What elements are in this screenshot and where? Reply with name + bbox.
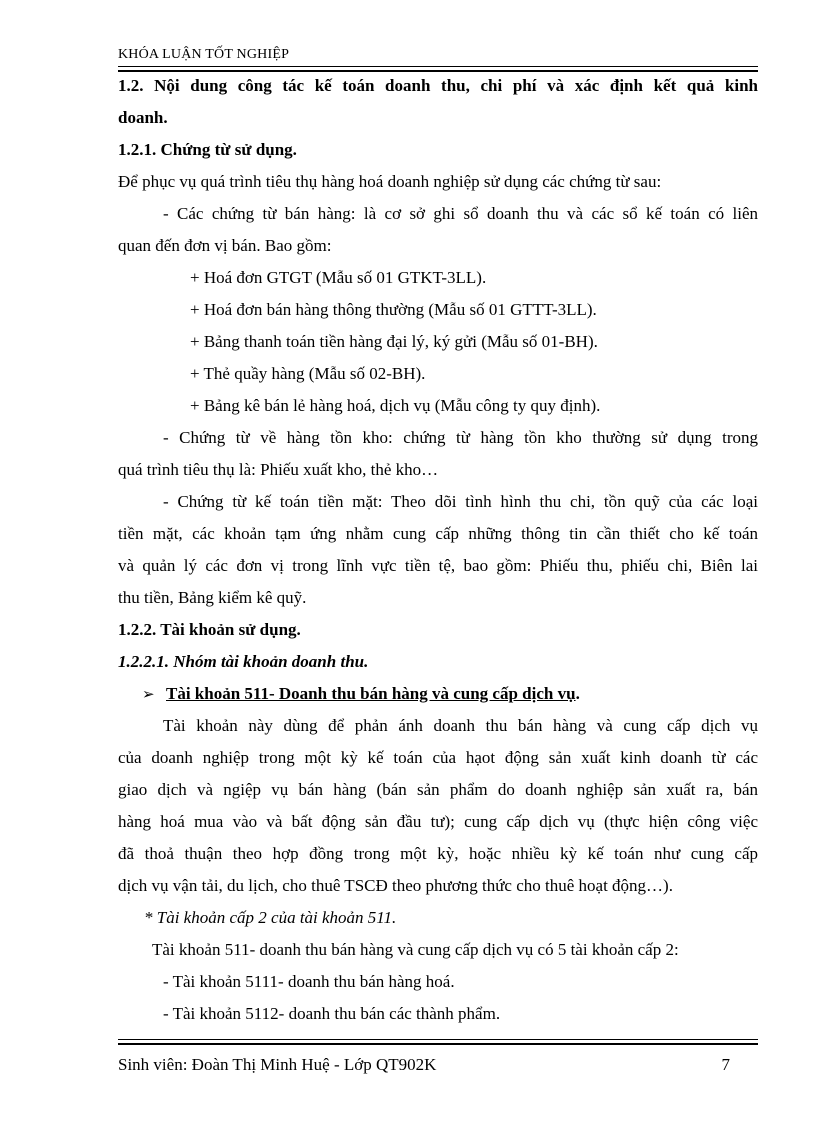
- account-511-paragraph-cont: dịch vụ vận tải, du lịch, cho thuê TSCĐ theo phương thức cho thuê hoạt động…).: [118, 876, 673, 895]
- inventory-paragraph-cont: quá trình tiêu thụ là: Phiếu xuất kho, thẻ kho…: [118, 460, 439, 479]
- footer-rule-thin: [118, 1039, 758, 1040]
- footer-rule-thick: [118, 1043, 758, 1045]
- list-item: - Tài khoản 5111- doanh thu bán hàng hoá.: [163, 972, 455, 991]
- level2-intro: Tài khoản 511- doanh thu bán hàng và cung cấp dịch vụ có 5 tài khoản cấp 2:: [152, 940, 679, 959]
- subsection-heading-1-2-2: 1.2.2. Tài khoản sử dụng.: [118, 620, 301, 639]
- list-item: - Tài khoản 5112- doanh thu bán các thành phẩm.: [163, 1004, 501, 1023]
- level2-note: * Tài khoản cấp 2 của tài khoản 511.: [144, 908, 397, 927]
- document-page: [118, 0, 758, 1123]
- section-heading-cont: doanh.: [118, 108, 168, 127]
- list-item: + Bảng kê bán lẻ hàng hoá, dịch vụ (Mẫu công ty quy định).: [190, 396, 601, 415]
- subsection-heading-1-2-2-1: 1.2.2.1. Nhóm tài khoản doanh thu.: [118, 652, 369, 671]
- list-item: + Hoá đơn bán hàng thông thường (Mẫu số 01 GTTT-3LL).: [190, 300, 597, 319]
- sales-docs-paragraph-cont: quan đến đơn vị bán. Bao gồm:: [118, 236, 332, 255]
- cash-paragraph-cont: tiền mặt, các khoản tạm ứng nhằm cung cấp những thông tin cần thiết cho kế toán: [118, 524, 758, 543]
- list-item: + Thẻ quầy hàng (Mẫu số 02-BH).: [190, 364, 426, 383]
- list-item: + Hoá đơn GTGT (Mẫu số 01 GTKT-3LL).: [190, 268, 487, 287]
- account-511-heading: [118, 678, 758, 710]
- cash-paragraph: - Chứng từ kế toán tiền mặt: Theo dõi tình hình thu chi, tồn quỹ của các loại: [163, 492, 758, 511]
- account-511-paragraph-cont: của doanh nghiệp trong một kỳ kế toán của hạot động sản xuất kinh doanh từ các: [118, 748, 758, 767]
- account-511-title: Tài khoản 511- Doanh thu bán hàng và cung cấp dịch vụ: [166, 684, 576, 703]
- section-heading: 1.2. Nội dung công tác kế toán doanh thu, chi phí và xác định kết quả kinh: [118, 76, 758, 95]
- account-511-paragraph-cont: hàng hoá mua vào và bất động sản đầu tư); cung cấp dịch vụ (thực hiện công việc: [118, 812, 758, 831]
- arrow-bullet-icon: ➢: [142, 687, 155, 703]
- header-rule-thin: [118, 66, 758, 67]
- account-511-paragraph-cont: giao dịch và ngiệp vụ bán hàng (bán sản phẩm do doanh nghiệp sản xuất ra, bán: [118, 780, 758, 799]
- account-511-paragraph: Tài khoản này dùng để phản ánh doanh thu bán hàng và cung cấp dịch vụ: [163, 716, 758, 735]
- list-item: + Bảng thanh toán tiền hàng đại lý, ký gửi (Mẫu số 01-BH).: [190, 332, 598, 351]
- running-header: KHÓA LUẬN TỐT NGHIỆP: [118, 47, 290, 62]
- intro-paragraph: Để phục vụ quá trình tiêu thụ hàng hoá doanh nghiệp sử dụng các chứng từ sau:: [118, 172, 662, 191]
- inventory-paragraph: - Chứng từ về hàng tồn kho: chứng từ hàng tồn kho thường sử dụng trong: [163, 428, 758, 447]
- page-number: 7: [721, 1055, 730, 1074]
- body-text: [118, 70, 758, 1030]
- cash-paragraph-cont: thu tiền, Bảng kiểm kê quỹ.: [118, 588, 307, 607]
- subsection-heading-1-2-1: 1.2.1. Chứng từ sử dụng.: [118, 140, 297, 159]
- footer-student: Sinh viên: Đoàn Thị Minh Huệ - Lớp QT902K: [118, 1055, 437, 1074]
- cash-paragraph-cont: và quản lý các đơn vị trong lĩnh vực tiền tệ, bao gồm: Phiếu thu, phiếu chi, Biên lai: [118, 556, 758, 575]
- account-511-paragraph-cont: đã thoả thuận theo hợp đồng trong một kỳ, hoặc nhiều kỳ kế toán như cung cấp: [118, 844, 758, 863]
- sales-docs-paragraph: - Các chứng từ bán hàng: là cơ sở ghi sổ doanh thu và các sổ kế toán có liên: [163, 204, 758, 223]
- account-511-title-period: .: [575, 684, 580, 703]
